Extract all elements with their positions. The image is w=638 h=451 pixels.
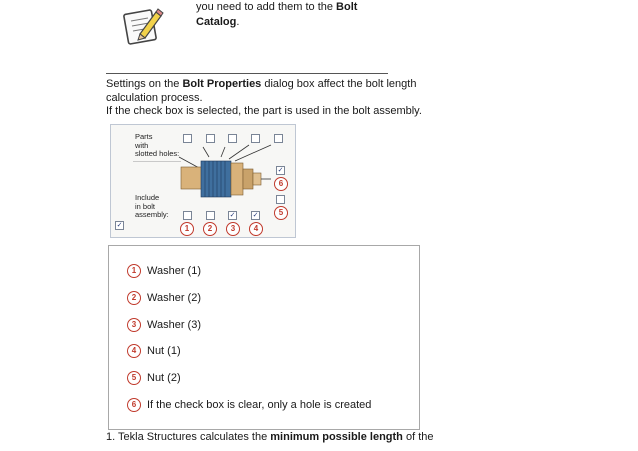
badge-1: 1 [180,222,194,236]
badge-5: 5 [274,206,288,220]
legend-item: 5 Nut (2) [127,371,181,385]
legend-badge: 1 [127,264,141,278]
slotted-checkbox-3[interactable] [228,134,237,143]
legend-badge: 2 [127,291,141,305]
step-1-text: 1. Tekla Structures calculates the minimum possible length of the [106,431,434,443]
include-checkbox-1[interactable] [183,211,192,220]
note-pencil-icon [120,4,164,48]
intro-paragraph: Settings on the Bolt Properties dialog box affect the bolt length calculation process. [106,78,417,104]
badge-4: 4 [249,222,263,236]
nut2-slotted-checkbox[interactable]: ✓ [277,167,284,174]
include-all-checkbox[interactable]: ✓ [116,222,123,229]
legend-item: 4 Nut (1) [127,344,181,358]
badge-3: 3 [226,222,240,236]
slotted-checkbox-4[interactable] [251,134,260,143]
parts-slotted-label: Parts with slotted holes: [135,132,180,158]
slotted-checkbox-2[interactable] [206,134,215,143]
callout-legend [108,245,420,430]
legend-item: 2 Washer (2) [127,291,201,305]
include-checkbox-4[interactable]: ✓ [252,212,259,219]
intro-checkbox-note: If the check box is selected, the part is used in the bolt assembly. [106,105,422,117]
include-checkbox-2[interactable] [206,211,215,220]
legend-badge: 6 [127,398,141,412]
badge-6: 6 [274,177,288,191]
bolt-assembly-drawing [173,143,273,199]
legend-item: 3 Washer (3) [127,318,201,332]
legend-badge: 5 [127,371,141,385]
legend-badge: 3 [127,318,141,332]
section-divider [106,73,388,74]
badge-2: 2 [203,222,217,236]
legend-item: 1 Washer (1) [127,264,201,278]
legend-badge: 4 [127,344,141,358]
nut2-include-checkbox[interactable] [276,195,285,204]
include-checkbox-3[interactable]: ✓ [229,212,236,219]
include-assembly-label: Include in bolt assembly: [135,193,169,219]
note-text: you need to add them to the Bolt Catalog. [196,1,358,28]
slotted-checkbox-1[interactable] [183,134,192,143]
legend-item: 6 If the check box is clear, only a hole is created [127,398,371,412]
slotted-checkbox-5[interactable] [274,134,283,143]
bolt-properties-dialog-image [110,124,296,238]
